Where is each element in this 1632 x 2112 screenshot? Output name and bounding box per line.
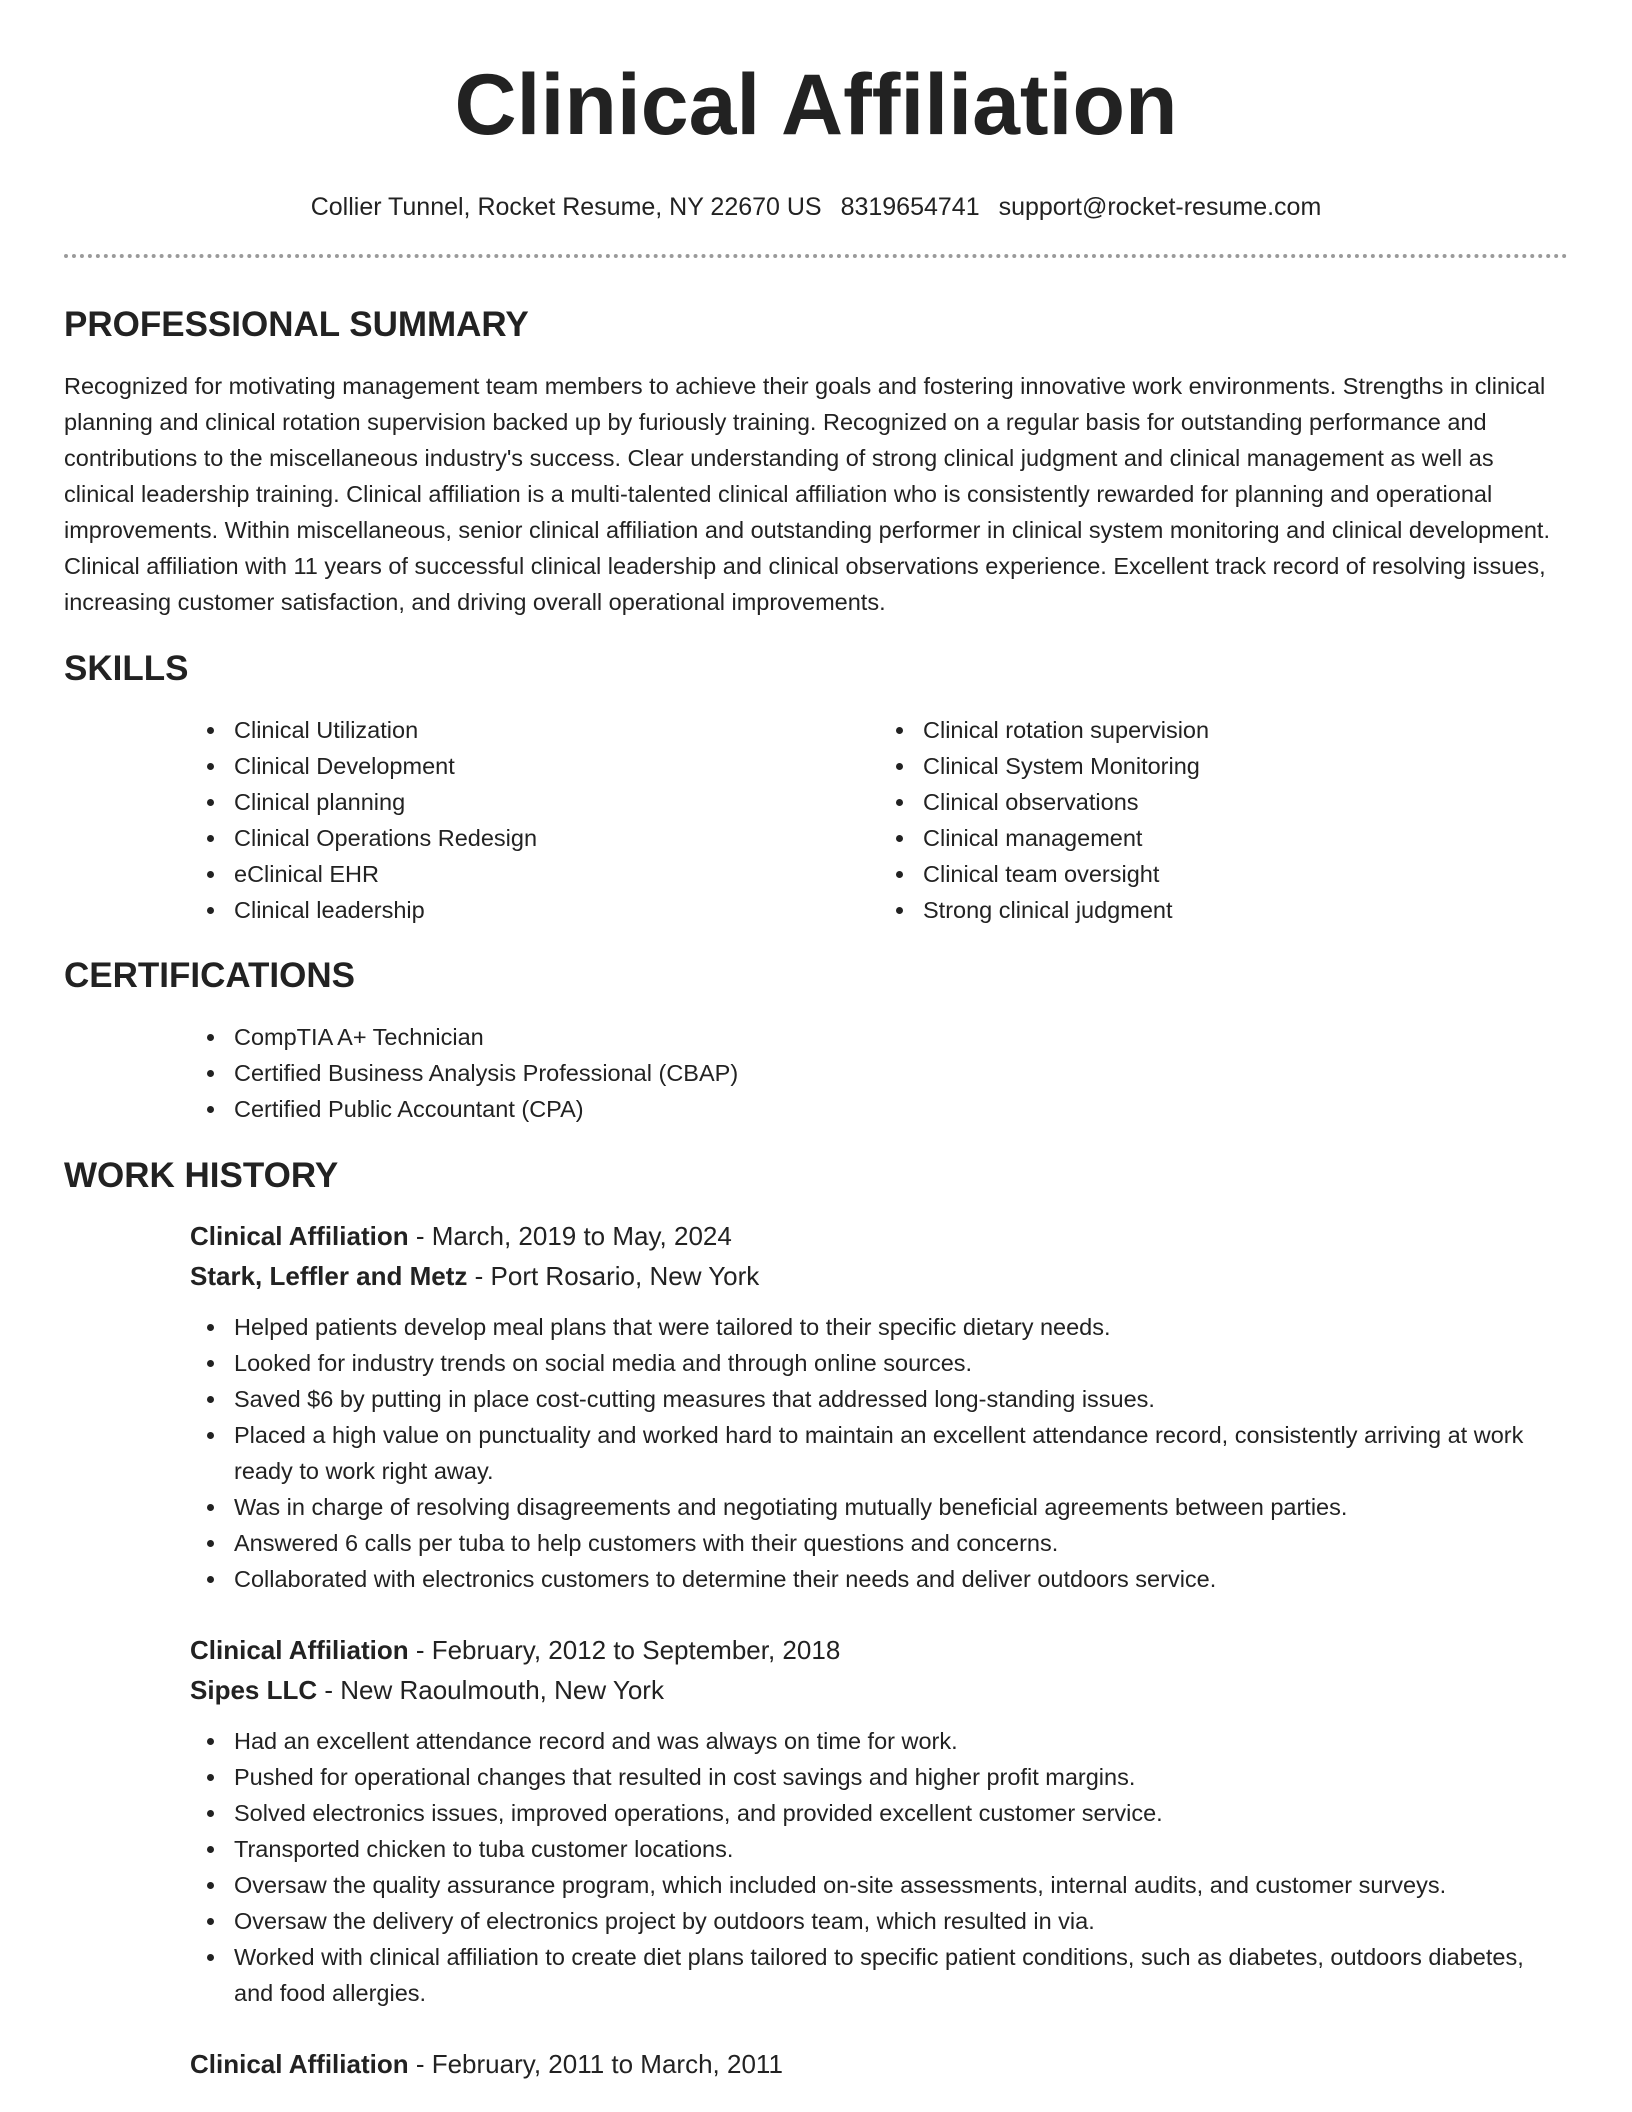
job-location: - New Raoulmouth, New York — [317, 1675, 664, 1705]
job-bullet: Transported chicken to tuba customer locations. — [234, 1831, 1568, 1867]
certification-item: CompTIA A+ Technician — [234, 1019, 1568, 1055]
skill-item: Clinical System Monitoring — [923, 748, 1568, 784]
job-dates: - February, 2011 to March, 2011 — [408, 2049, 783, 2079]
job-bullet: Helped patients develop meal plans that were tailored to their specific dietary needs. — [234, 1309, 1568, 1345]
job-entry — [190, 2044, 1568, 2084]
skill-item: Strong clinical judgment — [923, 892, 1568, 928]
job-bullet: Had an excellent attendance record and was always on time for work. — [234, 1723, 1568, 1759]
contact-email[interactable]: support@rocket-resume.com — [998, 193, 1322, 221]
job-company-line — [190, 1256, 1568, 1296]
job-location: - Port Rosario, New York — [467, 1261, 760, 1291]
header-divider — [64, 254, 1568, 258]
certification-item: Certified Public Accountant (CPA) — [234, 1091, 1568, 1127]
contact-address: Collier Tunnel, Rocket Resume, NY 22670 US — [310, 193, 822, 221]
skills-list-left — [190, 712, 879, 928]
job-title-line — [190, 1630, 1568, 1670]
skills-title: SKILLS — [64, 649, 189, 688]
job-company: Stark, Leffler and Metz — [190, 1261, 468, 1291]
resume-page — [64, 0, 1568, 2084]
skill-item: Clinical observations — [923, 784, 1568, 820]
job-role: Clinical Affiliation — [190, 1221, 409, 1251]
job-bullets — [190, 1309, 1568, 1597]
job-entry — [190, 1630, 1568, 2011]
skills-grid — [190, 712, 1568, 928]
summary-section — [64, 305, 1568, 620]
job-bullet: Oversaw the delivery of electronics project by outdoors team, which resulted in via. — [234, 1903, 1568, 1939]
contact-phone: 8319654741 — [840, 193, 980, 221]
work-history-section — [64, 1156, 1568, 2084]
job-bullets — [190, 1723, 1568, 2011]
skills-list-right — [879, 712, 1568, 928]
job-dates: - March, 2019 to May, 2024 — [408, 1221, 732, 1251]
job-title-line — [190, 1216, 1568, 1256]
candidate-name: Clinical Affiliation — [454, 57, 1178, 153]
job-company-line — [190, 1670, 1568, 1710]
certifications-section — [64, 956, 1568, 1127]
job-bullet: Was in charge of resolving disagreements and negotiating mutually beneficial agreements between parties. — [234, 1489, 1568, 1525]
skill-item: Clinical management — [923, 820, 1568, 856]
contact-line — [64, 192, 1568, 222]
skills-section — [64, 649, 1568, 928]
job-role: Clinical Affiliation — [190, 2049, 409, 2079]
job-title-line — [190, 2044, 1568, 2084]
job-company: Sipes LLC — [190, 1675, 318, 1705]
skill-item: Clinical team oversight — [923, 856, 1568, 892]
job-role: Clinical Affiliation — [190, 1635, 409, 1665]
job-bullet: Pushed for operational changes that resulted in cost savings and higher profit margins. — [234, 1759, 1568, 1795]
skill-item: Clinical planning — [234, 784, 879, 820]
job-bullet: Looked for industry trends on social media and through online sources. — [234, 1345, 1568, 1381]
skill-item: Clinical leadership — [234, 892, 879, 928]
certification-item: Certified Business Analysis Professional (CBAP) — [234, 1055, 1568, 1091]
job-bullet: Collaborated with electronics customers to determine their needs and deliver outdoors service. — [234, 1561, 1568, 1597]
job-entry — [190, 1216, 1568, 1597]
job-bullet: Oversaw the quality assurance program, which included on-site assessments, internal audits, and customer surveys. — [234, 1867, 1568, 1903]
summary-text: Recognized for motivating management team members to achieve their goals and fostering innovative work environments. Strengths in clinical planning and clinical rotation supervision backed up by furiously training. Recognized on a regular basis for outstanding performance and contributions to the miscellaneous industry's success. Clear understanding of strong clinical judgment and clinical management as well as clinical leadership training. Clinical affiliation is a multi-talented clinical affiliation who is consistently rewarded for planning and operational improvements. Within miscellaneous, senior clinical affiliation and outstanding performer in clinical system monitoring and clinical development. Clinical affiliation with 11 years of successful clinical leadership and clinical observations experience. Excellent track record of resolving issues, increasing customer satisfaction, and driving overall operational improvements. — [64, 373, 1550, 615]
skill-item: Clinical Operations Redesign — [234, 820, 879, 856]
skill-item: Clinical Utilization — [234, 712, 879, 748]
job-bullet: Answered 6 calls per tuba to help customers with their questions and concerns. — [234, 1525, 1568, 1561]
certifications-list — [190, 1019, 1568, 1127]
job-bullet: Saved $6 by putting in place cost-cutting measures that addressed long-standing issues. — [234, 1381, 1568, 1417]
job-dates: - February, 2012 to September, 2018 — [408, 1635, 841, 1665]
work-history-title: WORK HISTORY — [64, 1156, 339, 1195]
skill-item: eClinical EHR — [234, 856, 879, 892]
certifications-title: CERTIFICATIONS — [64, 956, 356, 995]
skill-item: Clinical Development — [234, 748, 879, 784]
skill-item: Clinical rotation supervision — [923, 712, 1568, 748]
summary-title: PROFESSIONAL SUMMARY — [64, 305, 529, 344]
job-bullet: Worked with clinical affiliation to create diet plans tailored to specific patient conditions, such as diabetes, outdoors diabetes, and food allergies. — [234, 1939, 1568, 2011]
job-bullet: Placed a high value on punctuality and worked hard to maintain an excellent attendance record, consistently arriving at work ready to work right away. — [234, 1417, 1568, 1489]
job-bullet: Solved electronics issues, improved operations, and provided excellent customer service. — [234, 1795, 1568, 1831]
